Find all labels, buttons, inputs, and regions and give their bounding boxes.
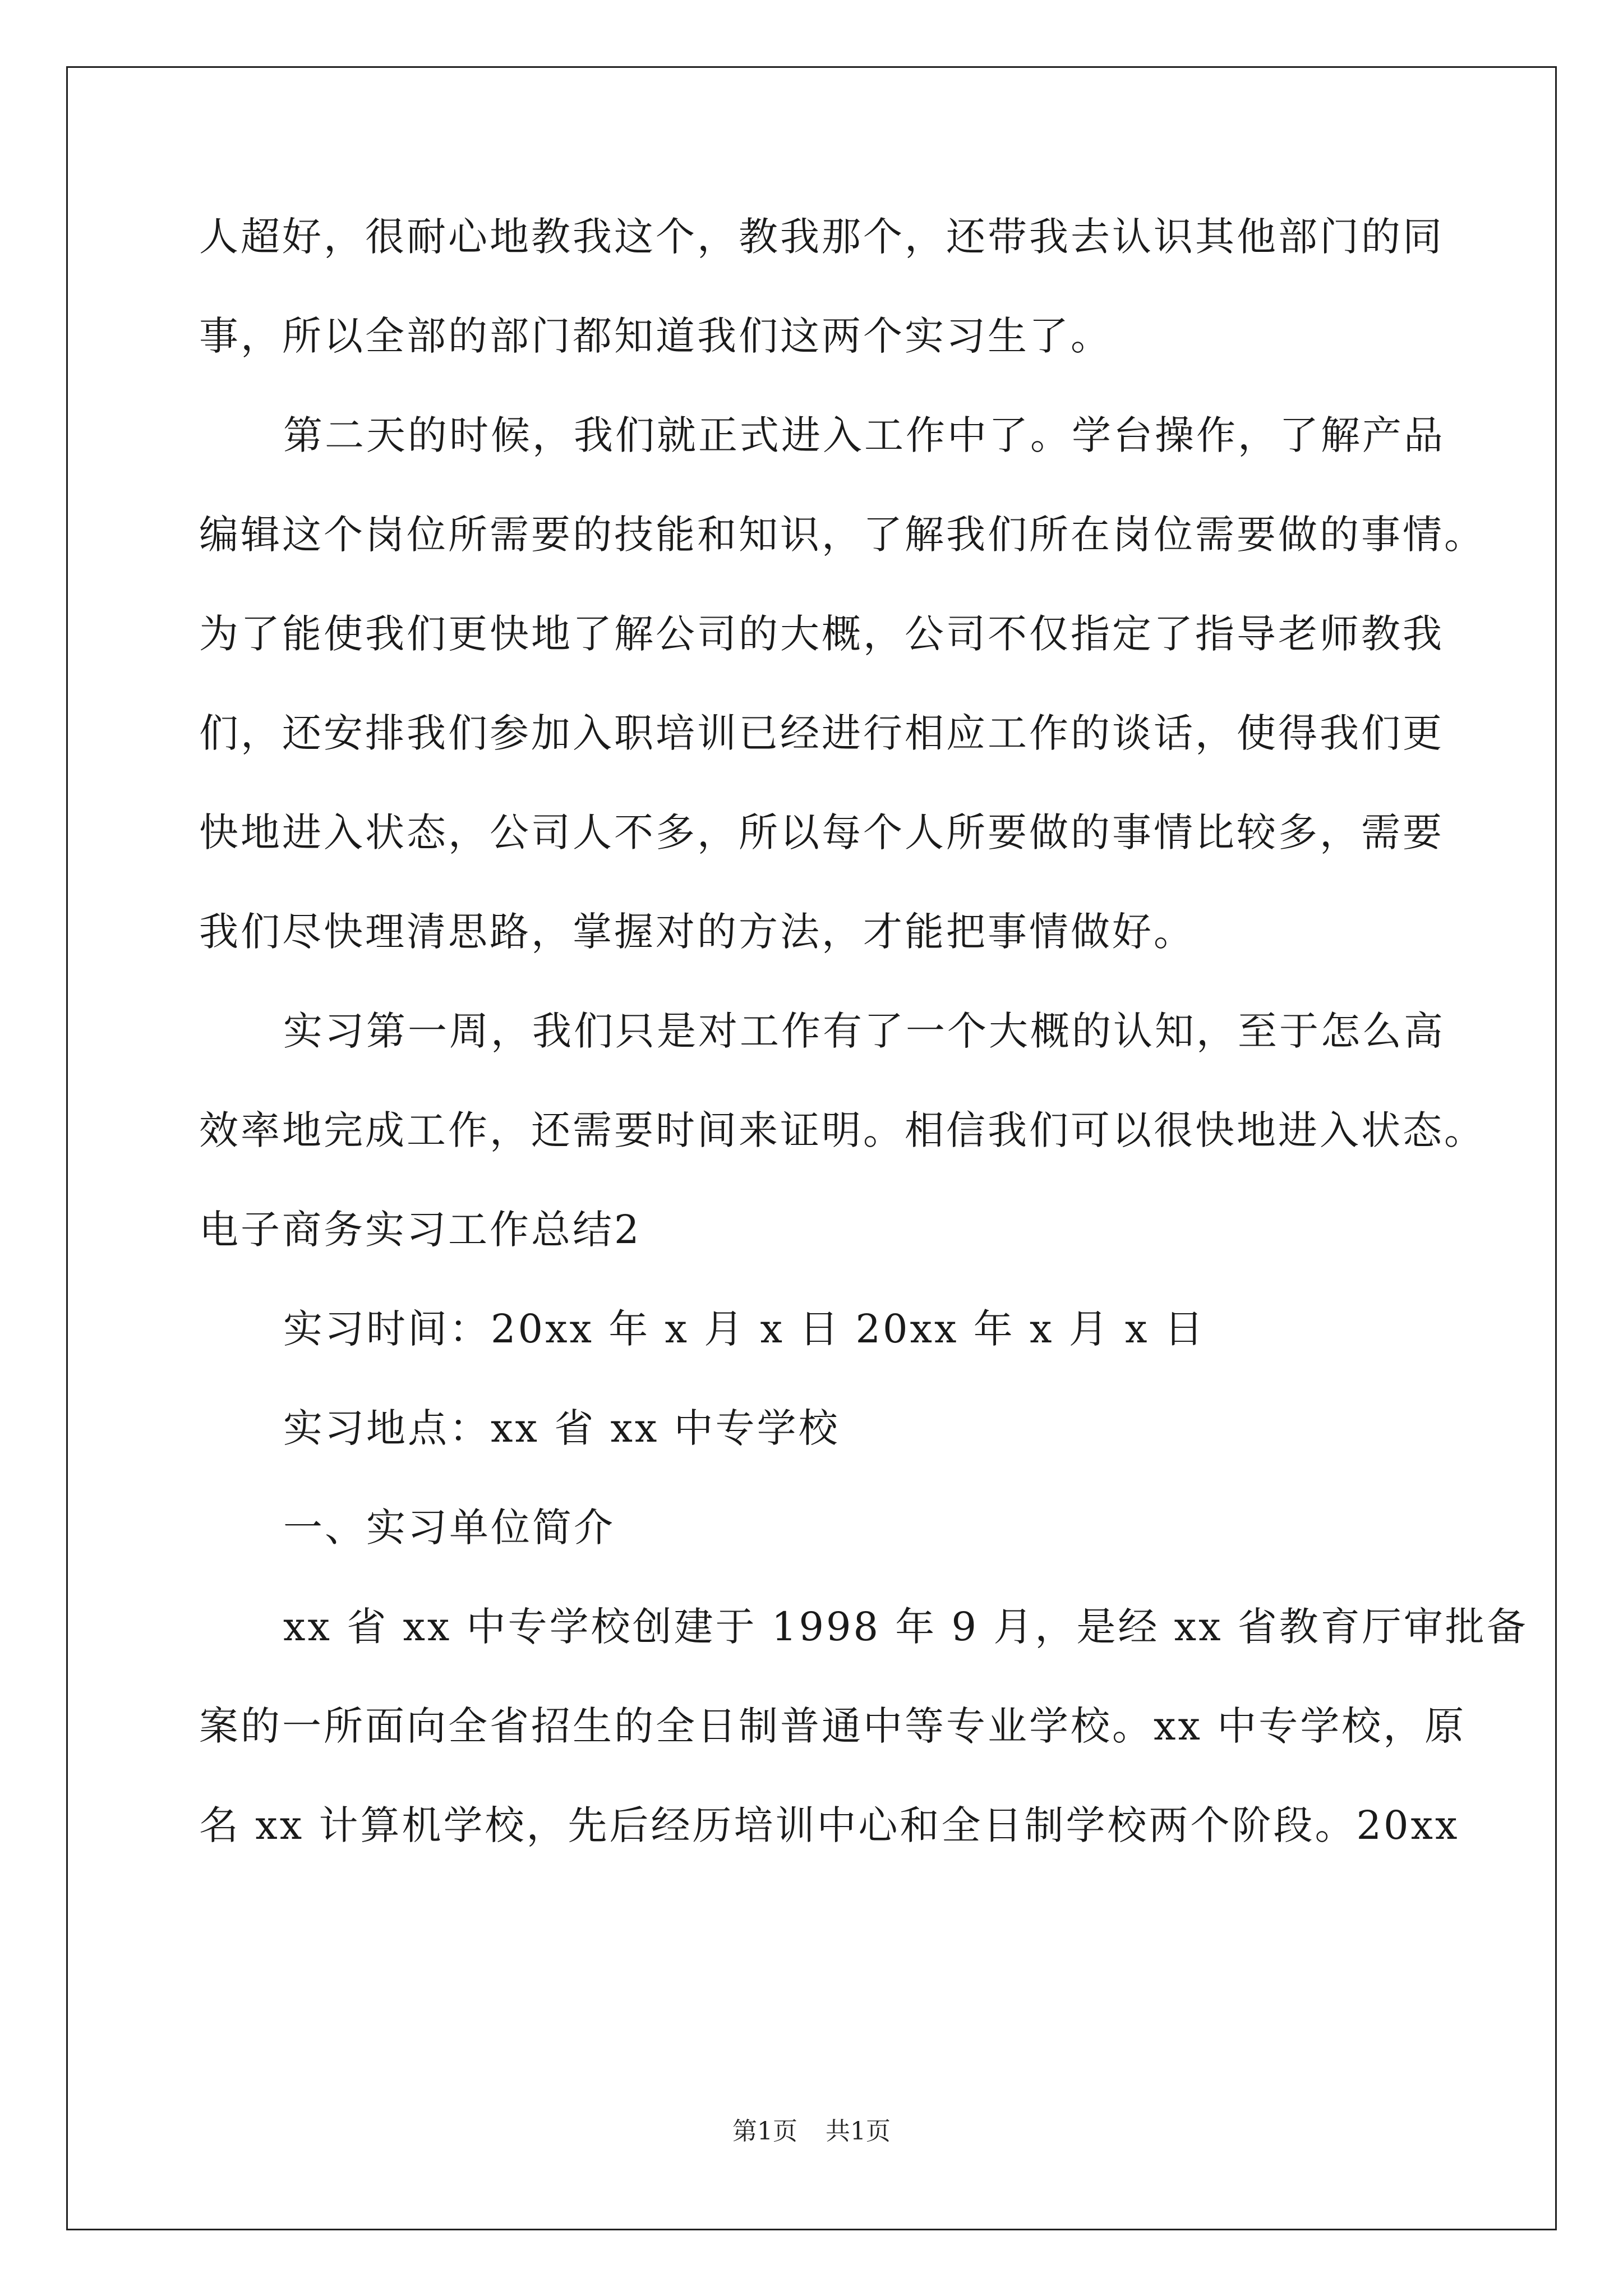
page-number-total: 共1页	[826, 2117, 891, 2146]
internship-time: 实习时间：20xx 年 x 月 x 日 20xx 年 x 月 x 日	[283, 1306, 1206, 1352]
text-line-7: 快地进入状态，公司人不多，所以每个人所要做的事情比较多，需要	[199, 809, 1444, 855]
internship-location: 实习地点：xx 省 xx 中专学校	[283, 1405, 840, 1451]
text-line-15: xx 省 xx 中专学校创建于 1998 年 9 月，是经 xx 省教育厅审批备	[283, 1604, 1528, 1650]
page-number-current: 第1页	[732, 2117, 797, 2146]
text-line-4: 编辑这个岗位所需要的技能和知识，了解我们所在岗位需要做的事情。	[199, 512, 1486, 558]
text-line-17: 名 xx 计算机学校，先后经历培训中心和全日制学校两个阶段。20xx	[199, 1802, 1460, 1848]
text-line-8: 我们尽快理清思路，掌握对的方法，才能把事情做好。	[199, 909, 1195, 955]
page-footer	[0, 2115, 1623, 2148]
subsection-heading: 一、实习单位简介	[283, 1504, 615, 1550]
text-line-16: 案的一所面向全省招生的全日制普通中等专业学校。xx 中专学校，原	[199, 1703, 1467, 1749]
text-line-10: 效率地完成工作，还需要时间来证明。相信我们可以很快地进入状态。	[199, 1107, 1486, 1153]
text-line-3: 第二天的时候，我们就正式进入工作中了。学台操作，了解产品	[283, 412, 1445, 458]
document-body	[199, 208, 1528, 1895]
text-line-2: 事，所以全部的部门都知道我们这两个实习生了。	[199, 313, 1112, 359]
text-line-5: 为了能使我们更快地了解公司的大概，公司不仅指定了指导老师教我	[199, 611, 1444, 657]
text-line-6: 们，还安排我们参加入职培训已经进行相应工作的谈话，使得我们更	[199, 710, 1444, 756]
text-line-1: 人超好，很耐心地教我这个，教我那个，还带我去认识其他部门的同	[199, 214, 1444, 260]
section-heading: 电子商务实习工作总结2	[199, 1207, 642, 1253]
text-line-9: 实习第一周，我们只是对工作有了一个大概的认知，至于怎么高	[283, 1008, 1445, 1054]
